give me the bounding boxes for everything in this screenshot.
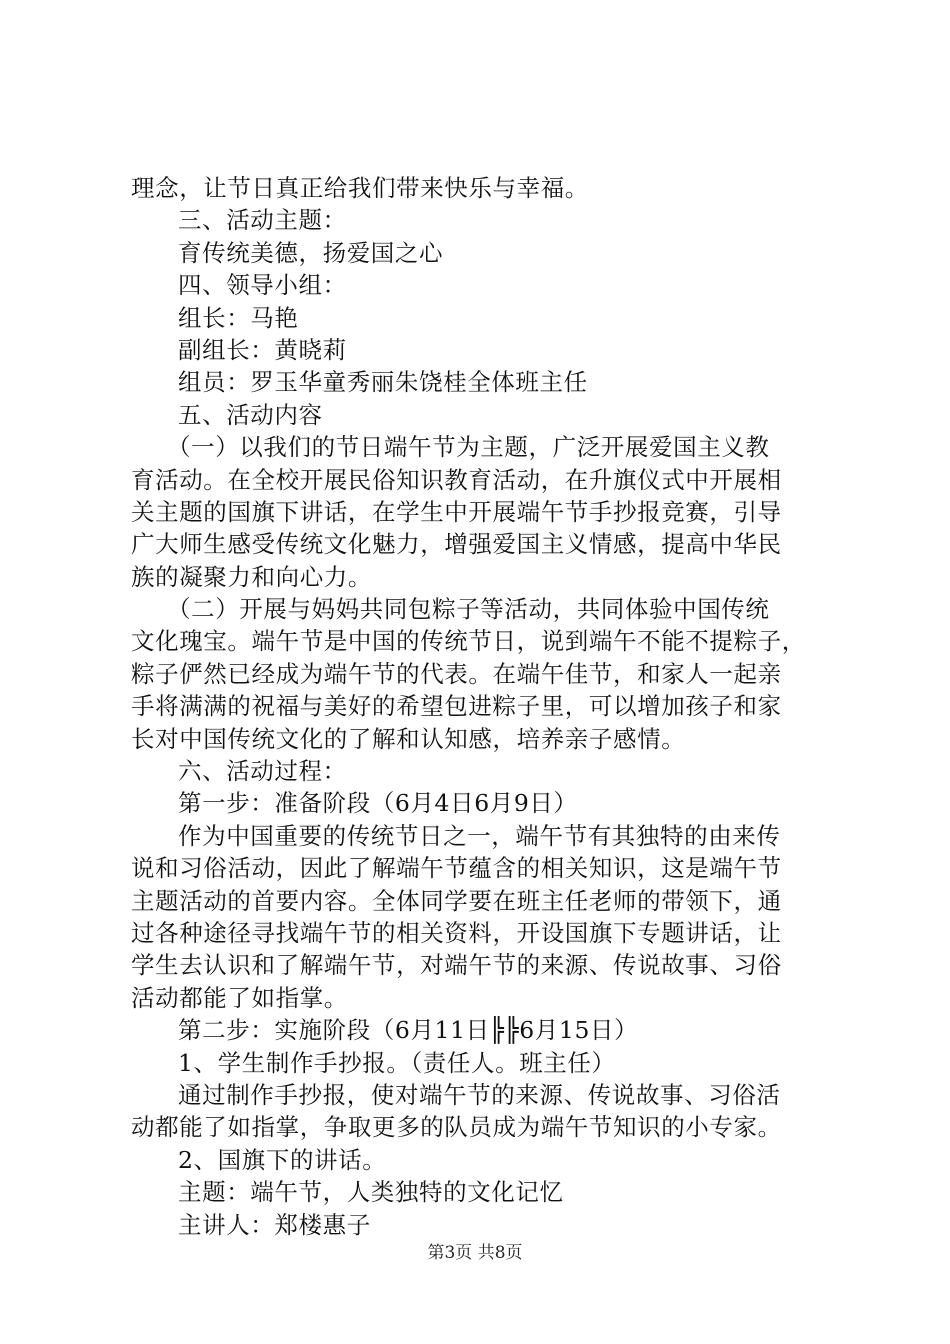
- text-line: 育活动。在全校开展民俗知识教育活动，在升旗仪式中开展相: [131, 465, 782, 494]
- text-line: 主题：端午节，人类独特的文化记忆: [178, 1178, 564, 1207]
- text-line: 第一步：准备阶段（6月4日6月9日）: [178, 789, 578, 818]
- text-line: 学生去认识和了解端午节，对端午节的来源、传说故事、习俗: [131, 951, 782, 980]
- text-line: 长对中国传统文化的了解和认知感，培养亲子感情。: [131, 724, 686, 753]
- text-line: 粽子俨然已经成为端午节的代表。在端午佳节，和家人一起亲: [131, 659, 782, 688]
- text-line: 育传统美德，扬爱国之心: [178, 238, 444, 267]
- text-line: 通过制作手抄报，使对端午节的来源、传说故事、习俗活: [178, 1080, 781, 1109]
- text-line: 组长：马艳: [178, 303, 299, 332]
- text-line: 组员：罗玉华童秀丽朱饶桂全体班主任: [178, 368, 588, 397]
- page-footer: 第3页 共8页: [427, 1243, 523, 1263]
- text-line: 副组长：黄晓莉: [178, 335, 347, 364]
- text-line: 四、领导小组：: [178, 271, 347, 300]
- text-line: 2、国旗下的讲话。: [178, 1145, 387, 1174]
- text-line: 说和习俗活动，因此了解端午节蕴含的相关知识，这是端午节: [131, 854, 782, 883]
- text-line: 动都能了如指掌，争取更多的队员成为端午节知识的小专家。: [131, 1113, 782, 1142]
- text-line: 理念，让节日真正给我们带来快乐与幸福。: [131, 174, 589, 202]
- text-line: 文化瑰宝。端午节是中国的传统节日，说到端午不能不提粽子，: [131, 627, 806, 656]
- text-line: （一）以我们的节日端午节为主题，广泛开展爱国主义教: [167, 433, 770, 462]
- text-line: 六、活动过程：: [178, 757, 347, 786]
- text-line: 三、活动主题：: [178, 206, 347, 235]
- text-line: 关主题的国旗下讲话，在学生中开展端午节手抄报竞赛，引导: [131, 497, 782, 526]
- text-line: 第二步：实施阶段（6月11日╠╠6月15日）: [178, 1016, 639, 1045]
- text-line: 五、活动内容: [178, 400, 323, 429]
- text-line: 主题活动的首要内容。全体同学要在班主任老师的带领下，通: [131, 886, 782, 915]
- text-line: 1、学生制作手抄报。（责任人。班主任）: [178, 1048, 616, 1077]
- text-line: 过各种途径寻找端午节的相关资料，开设国旗下专题讲话，让: [131, 918, 782, 947]
- text-line: 主讲人：郑楼惠子: [178, 1210, 371, 1239]
- text-line: 手将满满的祝福与美好的希望包进粽子里，可以增加孩子和家: [131, 692, 782, 721]
- text-line: 作为中国重要的传统节日之一，端午节有其独特的由来传: [178, 821, 781, 850]
- text-line: （二）开展与妈妈共同包粽子等活动，共同体验中国传统: [167, 595, 770, 624]
- document-body: [131, 172, 831, 1241]
- text-line: 族的凝聚力和向心力。: [131, 562, 372, 591]
- text-line: 广大师生感受传统文化魅力，增强爱国主义情感，提高中华民: [131, 530, 782, 559]
- text-line: 活动都能了如指掌。: [131, 983, 348, 1012]
